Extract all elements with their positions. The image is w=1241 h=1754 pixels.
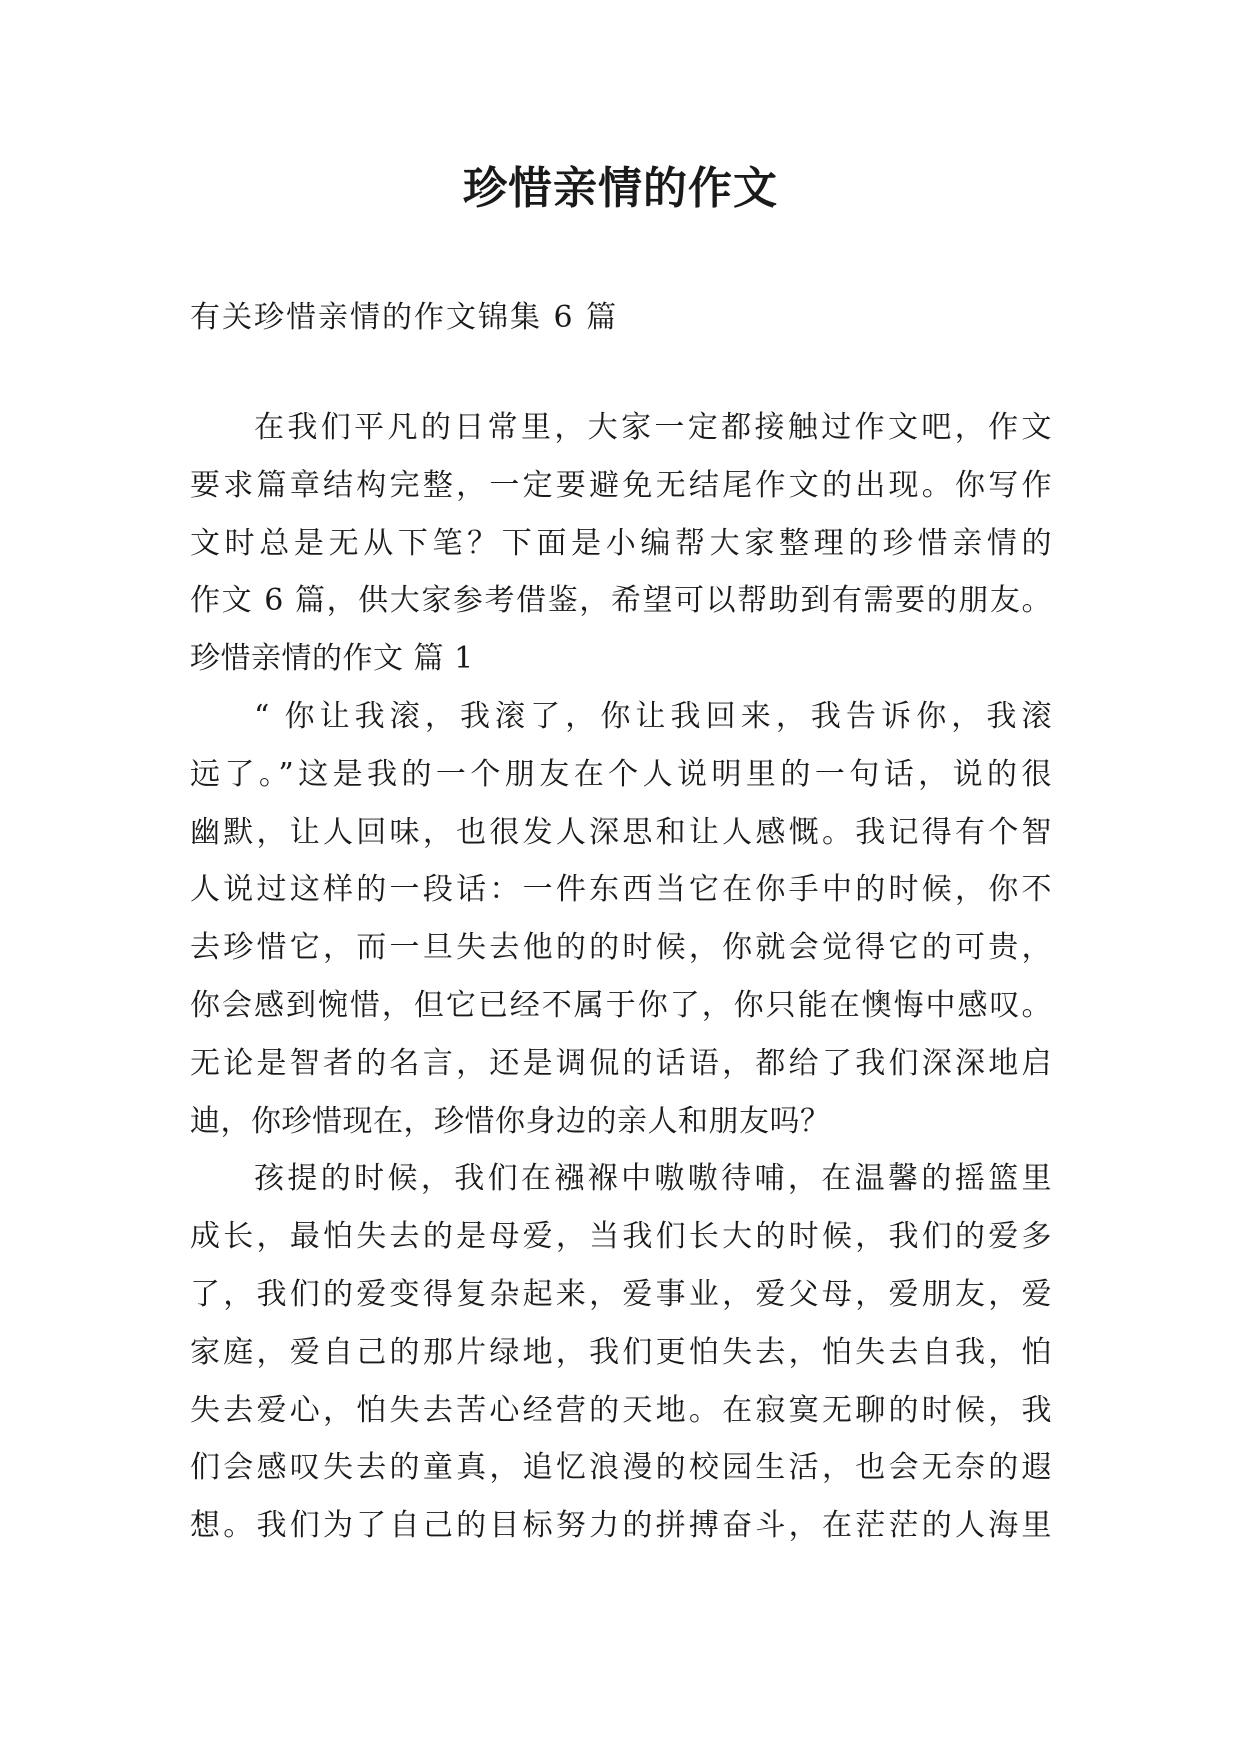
body-line: 去珍惜它，而一旦失去他的的时候，你就会觉得它的可贵，: [190, 930, 1052, 966]
body-line: “ 你让我滚，我滚了，你让我回来，我告诉你，我滚: [254, 698, 1052, 734]
document-subtitle: 有关珍惜亲情的作文锦集 6 篇: [190, 300, 619, 335]
document-title: 珍惜亲情的作文: [463, 163, 778, 214]
body-line: 幽默，让人回味，也很发人深思和让人感慨。我记得有个智: [190, 814, 1052, 850]
body-line: 们会感叹失去的童真，追忆浪漫的校园生活，也会无奈的遐: [190, 1450, 1052, 1486]
body-line: 想。我们为了自己的目标努力的拼搏奋斗，在茫茫的人海里: [190, 1508, 1052, 1544]
body-line: 作文 6 篇，供大家参考借鉴，希望可以帮助到有需要的朋友。: [190, 583, 1052, 619]
body-line: 在我们平凡的日常里，大家一定都接触过作文吧，作文: [254, 410, 1052, 445]
body-line: 家庭，爱自己的那片绿地，我们更怕失去，怕失去自我，怕: [190, 1334, 1052, 1370]
body-line: 孩提的时候，我们在襁褓中嗷嗷待哺，在温馨的摇篮里: [254, 1161, 1052, 1197]
body-line: 文时总是无从下笔？下面是小编帮大家整理的珍惜亲情的: [190, 525, 1052, 561]
body-line: 你会感到惋惜，但它已经不属于你了，你只能在懊悔中感叹。: [190, 987, 1052, 1023]
body-line: 人说过这样的一段话：一件东西当它在你手中的时候，你不: [190, 872, 1052, 908]
body-line: 迪，你珍惜现在，珍惜你身边的亲人和朋友吗？: [190, 1103, 831, 1139]
section-heading: 珍惜亲情的作文 篇 1: [190, 641, 474, 677]
body-line: 远了。”这是我的一个朋友在个人说明里的一句话，说的很: [190, 756, 1052, 792]
body-line: 成长，最怕失去的是母爱，当我们长大的时候，我们的爱多: [190, 1219, 1052, 1255]
document-body: [190, 399, 1052, 1555]
body-line: 失去爱心，怕失去苦心经营的天地。在寂寞无聊的时候，我: [190, 1392, 1052, 1428]
body-line: 了，我们的爱变得复杂起来，爱事业，爱父母，爱朋友，爱: [190, 1276, 1052, 1312]
body-line: 要求篇章结构完整，一定要避免无结尾作文的出现。你写作: [190, 467, 1052, 503]
body-line: 无论是智者的名言，还是调侃的话语，都给了我们深深地启: [190, 1045, 1052, 1081]
